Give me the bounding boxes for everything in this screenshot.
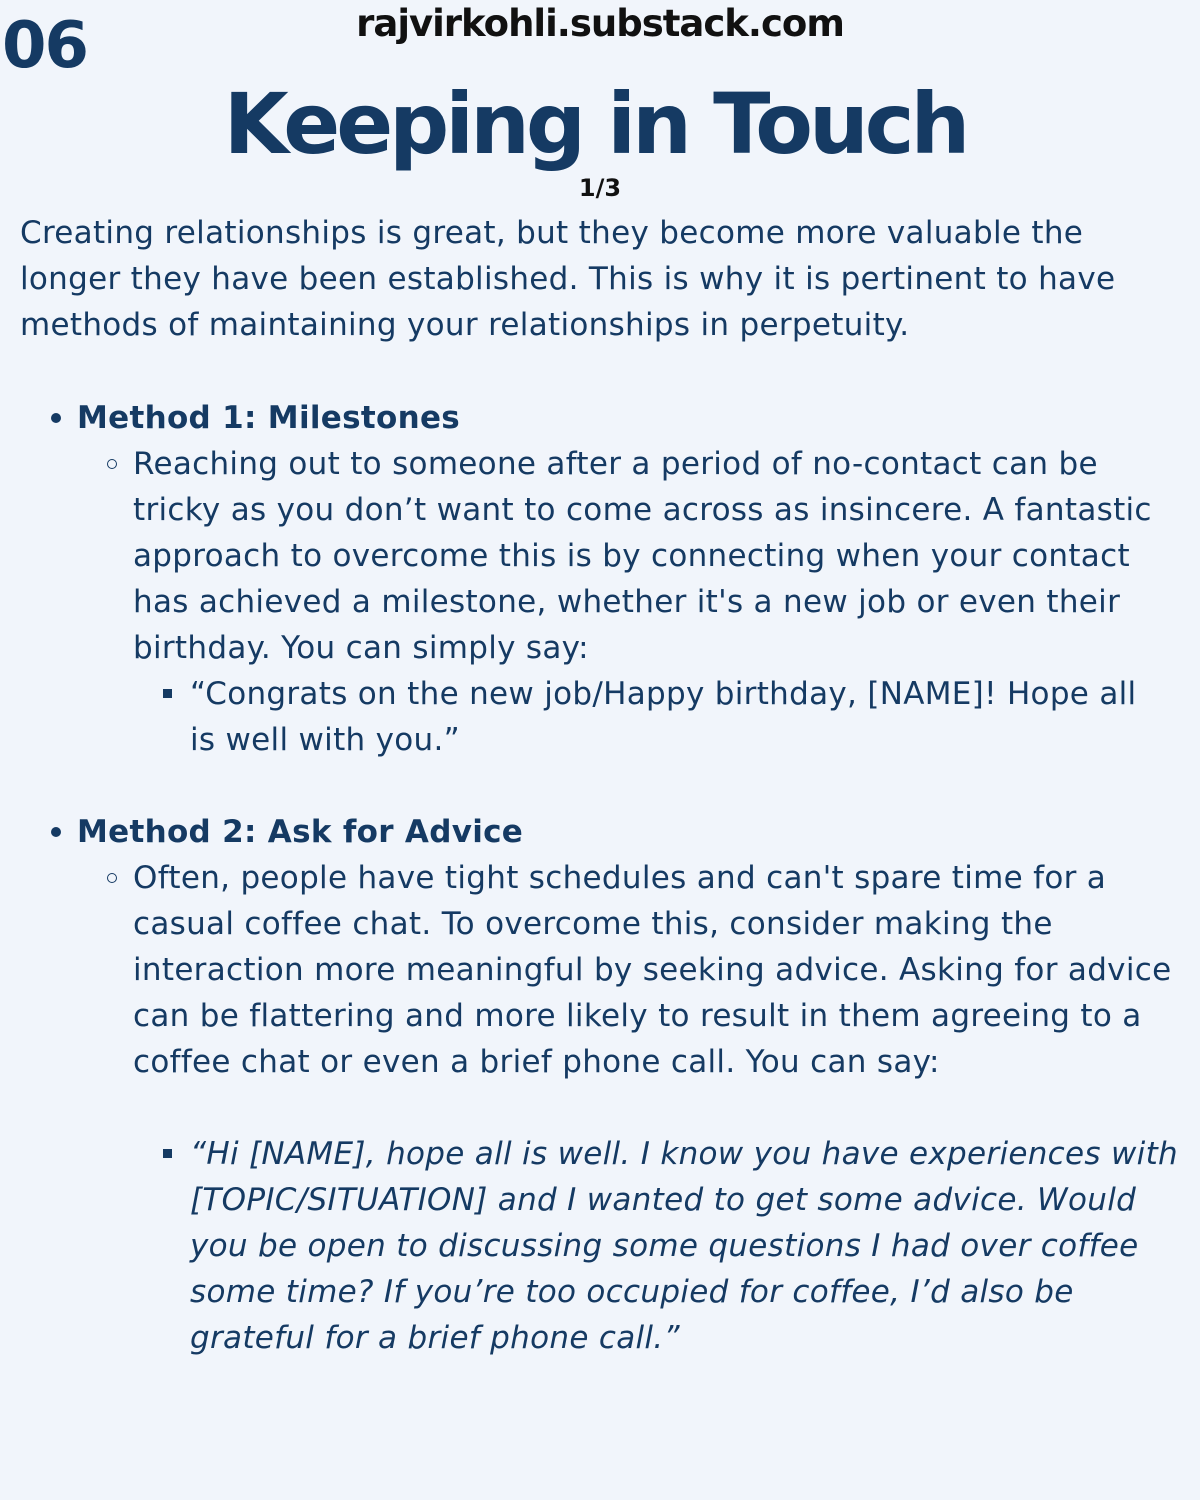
bullet-circle-icon [107,459,117,469]
example-quote: “Hi [NAME], hope all is well. I know you have experiences with [TOPIC/SITUATION] and I wanted to get some advice. Would you be open to discussing some questions I had over coffee some time? If you’re too occupied for coffee, I’d also be grateful for a brief phone call.” [190,1136,1178,1356]
method-heading: Method 2: Ask for Advice [77,814,524,850]
bullet-dot-icon [51,413,61,423]
bullet-dot-icon [51,827,61,837]
bullet-circle-icon [107,873,117,883]
page-indicator: 1/3 [578,174,622,202]
slide-number: 06 [2,9,88,83]
method-description: Reaching out to someone after a period of no-contact can be tricky as you don’t want to come across as insincere. A fantastic approach to overcome this is by connecting when your contact has achieved a milestone, whether it's a new job or even their birthday. You can simply say: [133,446,1152,666]
bullet-square-icon [163,689,172,698]
page-title: Keeping in Touch [223,75,967,173]
intro-paragraph: Creating relationships is great, but they become more valuable the longer they have been established. This is why it is pertinent to have methods of maintaining your relationships in perpetuity. [20,215,1116,343]
bullet-square-icon [163,1149,172,1158]
site-url: rajvirkohli.substack.com [356,2,844,45]
method-description: Often, people have tight schedules and can't spare time for a casual coffee chat. To overcome this, consider making the interaction more meaningful by seeking advice. Asking for advice can be flattering and more likely to result in them agreeing to a coffee chat or even a brief phone call. You can say: [133,860,1172,1080]
example-quote: “Congrats on the new job/Happy birthday, [NAME]! Hope all is well with you.” [190,676,1137,758]
method-heading: Method 1: Milestones [77,400,461,436]
